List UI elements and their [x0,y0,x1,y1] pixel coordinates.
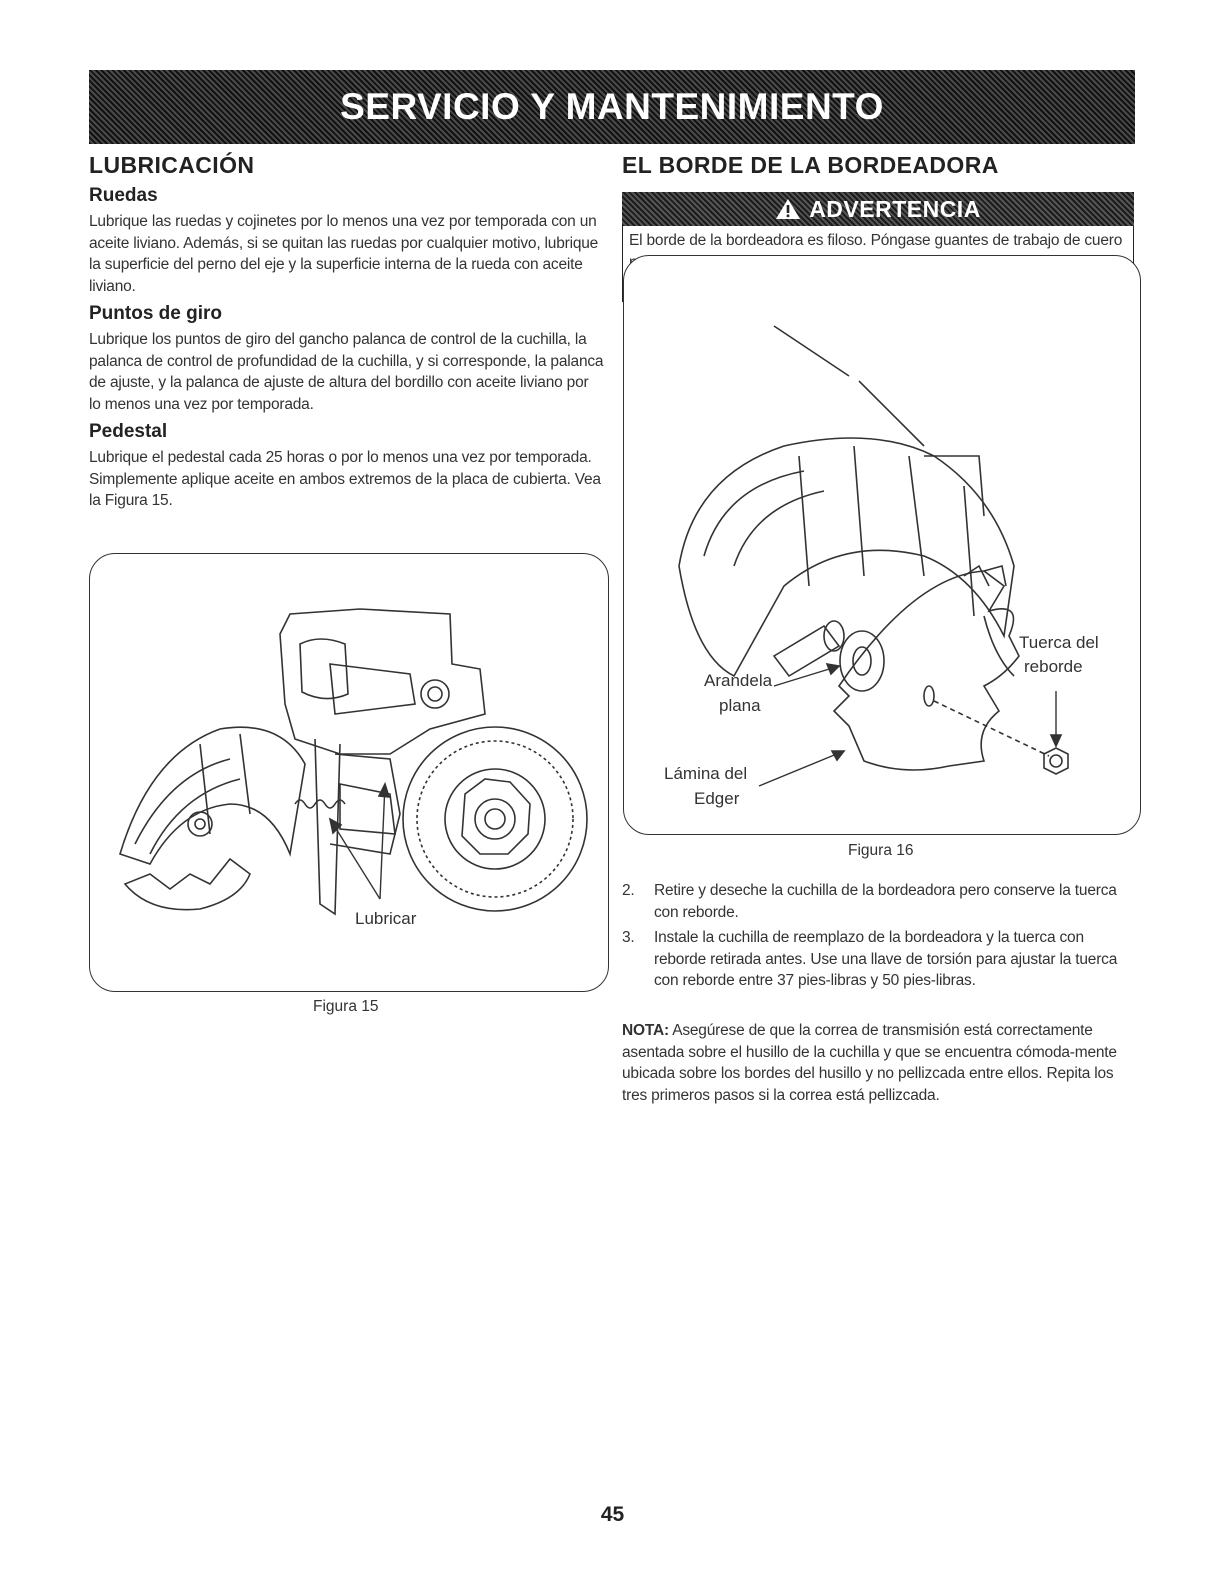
page-number: 45 [600,1503,625,1526]
step-text: Instale la cuchilla de reemplazo de la bordeadora y la tuerca con reborde retirada antes. Use una llave de torsión para ajustar la tuerca con reborde entre 37 pies-libras y 50 pies-libras. [654,929,1118,989]
lubricar-label: Lubricar [355,909,417,928]
pedestal-text: Lubrique el pedestal cada 25 horas o por lo menos una vez por temporada. Simplemente aplique aceite en ambos extremos de la placa de cubierta. Vea la Figura 15. [89,449,601,509]
blade-label-line-2: Edger [694,789,740,808]
page-header-banner [89,70,1135,144]
figure-16-caption: Figura 16 [848,842,914,859]
step-number: 3. [622,929,635,946]
lubrication-section [89,152,604,512]
nota-label: NOTA: [622,1022,669,1039]
warning-text: El borde de la bordeadora es filoso. Póngase guantes de trabajo de cuero [629,232,1123,249]
nota-paragraph [622,1020,1137,1106]
warning-header [622,192,1134,226]
puntos-text: Lubrique los puntos de giro del gancho palanca de control de la cuchilla, la palanca de control de profundidad de la cuchilla, y si corresponde, la palanca de ajuste, y la palanca de ajuste de altura del bordillo con aceite liviano por lo menos una vez por temporada. [89,331,604,413]
pedestal-heading: Pedestal [89,421,168,442]
warning-title: ADVERTENCIA [809,195,981,222]
nota-text: Asegúrese de que la correa de transmisión está correctamente asentada sobre el husillo de la cuchilla y que se encuentra cómoda-mente ubicada sobre los bordes del husillo y no pellizcada entre ellos. Repita los tres primeros pasos si la correa está pellizcada. [622,1022,1117,1104]
step-text: Retire y deseche la cuchilla de la bordeadora pero conserve la tuerca con reborde. [654,882,1117,921]
step-3 [622,927,1137,992]
lubrication-heading: LUBRICACIÓN [89,152,255,178]
ruedas-text: Lubrique las ruedas y cojinetes por lo menos una vez por temporada con un aceite liviano. Además, si se quitan las ruedas por cualquier motivo, lubrique la superficie del perno del eje y la superficie interna de la rueda con aceite liviano. [89,213,599,295]
ruedas-heading: Ruedas [89,185,158,206]
puntos-heading: Puntos de giro [89,303,222,324]
steps-list-2 [622,880,1137,996]
blade-label-line-1: Lámina del [664,764,748,783]
warning-triangle-icon [775,198,801,220]
edger-blade-section [622,152,1137,179]
figure-15 [89,553,609,992]
nut-label-line-1: Tuerca del [1019,633,1099,652]
step-number: 2. [622,882,635,899]
edger-blade-illustration [624,256,1140,834]
washer-label-line-1: Arandela [704,671,773,690]
figure-15-caption: Figura 15 [313,998,379,1015]
page-title: SERVICIO Y MANTENIMIENTO [340,86,884,127]
nut-label-line-2: reborde [1024,657,1083,676]
washer-label-line-2: plana [719,696,761,715]
step-2 [622,880,1137,923]
edger-lubrication-illustration [90,554,608,991]
edger-blade-heading: EL BORDE DE LA BORDEADORA [622,152,999,178]
figure-16 [623,255,1141,835]
